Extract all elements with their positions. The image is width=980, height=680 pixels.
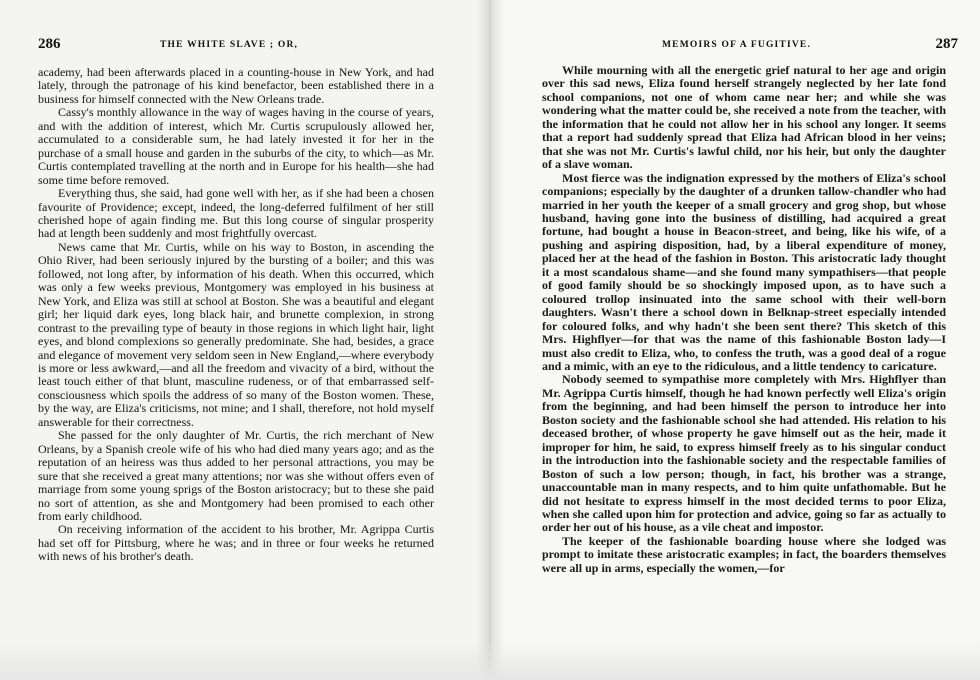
right-running-head <box>662 36 958 56</box>
left-page-text <box>38 66 434 564</box>
scan-bottom-shadow <box>0 640 980 680</box>
left-paragraph-2: Cassy's monthly allowance in the way of wages having in the course of years, and with the addition of interest, which Mr. Curtis scrupulously allowed her, accumulated to a considerable sum, he had lately invested it for her in the purchase of a small house and garden in the suburbs of the city, to which—as Mr. Curtis contemplated travelling at the north and in Europe for his health—she had some time before removed. <box>38 105 434 187</box>
left-paragraph-6: On receiving information of the accident to his brother, Mr. Agrippa Curtis had set off for Pittsburg, where he was; and in three or four weeks he returned with news of his brother's death. <box>38 522 434 564</box>
left-paragraph-4: News came that Mr. Curtis, while on his way to Boston, in ascending the Ohio River, had been seriously injured by the bursting of a boiler; and this was followed, not long after, by information of his death. When this occurred, which was only a few weeks previous, Montgomery was employed in his business at New York, and Eliza was still at school at Boston. She was a beautiful and elegant girl; her liquid dark eyes, long black hair, and brunette complexion, in strong contrast to the prevailing type of beauty in those regions in which light hair, light eyes, and blond complexions so generally predominate. She had, besides, a grace and elegance of movement very seldom seen in New England,—where everybody is more or less awkward,—and all the freedom and vivacity of a bird, without the least touch either of that blunt, masculine rudeness, or of that embarrassed self-consciousness which spoils the address of so many of the Boston women. These, by the way, are Eliza's criticisms, not mine; and I shall, therefore, not hold myself answerable for their correctness. <box>38 239 434 429</box>
left-paragraph-5: She passed for the only daughter of Mr. Curtis, the rich merchant of New Orleans, by a Spanish creole wife of his who had died many years ago; and as the reputation of an heiress was thus added to her personal attractions, you may be sure that she received a great many attentions; nor was she without offers even of marriage from some young sprigs of the Boston aristocracy; but to these she paid no sort of attention, as she and Montgomery had been promised to each other from early childhood. <box>38 428 434 523</box>
right-paragraph-3: Nobody seemed to sympathise more completely with Mrs. Highflyer than Mr. Agrippa Curtis himself, though he had known perfectly well Eliza's origin from the beginning, and had been himself the person to introduce her into Boston society and the fashionable school she had attended. His relation to his deceased brother, of whose property he gave himself out as the heir, made it improper for him, he said, to express himself freely as to his singular conduct in the introduction into the fashionable society and the respectable families of Boston of such a low person; though, in fact, his brother was a strange, unaccountable man in many respects, and to him quite unfathomable. But he did not hesitate to express himself in the most decided terms to poor Eliza, when she called upon him for protection and advice, going so far as actually to order her out of his house, as a vile cheat and impostor. <box>542 372 946 535</box>
left-running-head <box>38 36 430 56</box>
right-page-text <box>542 64 946 575</box>
right-page <box>490 0 980 680</box>
book-gutter <box>476 0 504 680</box>
right-paragraph-1: While mourning with all the energetic grief natural to her age and origin over this sad news, Eliza found herself strangely neglected by her late fond school companions, not one of whom came near her; and while she was wondering what the matter could be, she received a note from the teacher, with the information that he could not allow her in his school any longer. It seems that a report had suddenly spread that Eliza had African blood in her veins; that she was not Mr. Curtis's lawful child, nor his heir, but only the daughter of a slave woman. <box>542 63 946 172</box>
right-running-title: MEMOIRS OF A FUGITIVE. <box>662 40 812 50</box>
right-paragraph-4: The keeper of the fashionable boarding house where she lodged was prompt to imitate these aristocratic examples; in fact, the boarders themselves were all up in arms, especially the women,—for <box>542 533 946 575</box>
left-paragraph-1: academy, had been afterwards placed in a counting-house in New York, and had lately, through the patronage of his kind benefactor, been established there in a business for himself connected with the New Orleans trade. <box>38 65 434 106</box>
left-running-title: THE WHITE SLAVE ; OR, <box>160 40 299 50</box>
left-page-number: 286 <box>38 36 61 52</box>
right-paragraph-2: Most fierce was the indignation expressed by the mothers of Eliza's school companions; especially by the daughter of a drunken tallow-chandler who had married in her youth the keeper of a small grocery and grog shop, but whose husband, having gone into the business of distilling, had acquired a great fortune, had bought a house in Beacon-street, and being, like his wife, of a pushing and aspiring disposition, had, by a liberal expenditure of money, placed her at the head of the fashion in Boston. This aristocratic lady thought it a most scandalous shame—and she found many sympathisers—that people of good family should be so shockingly imposed upon, as to have such a coloured trollop insinuated into the same school with their well-born daughters. Wasn't there a school down in Belknap-street especially intended for coloured folks, and why hadn't she been sent there? This sketch of this Mrs. Highflyer—for that was the name of this fashionable Boston lady—I must also credit to Eliza, who, to confess the truth, was a good deal of a rogue and a mimic, with an eye to the ridiculous, and a little tendency to caricature. <box>542 170 946 373</box>
left-paragraph-3: Everything thus, she said, had gone well with her, as if she had been a chosen favourite of Providence; except, indeed, the long-deferred fulfilment of her still cherished hope of again finding me. But this long course of singular prosperity had at length been suddenly and most frightfully overcast. <box>38 186 434 241</box>
right-page-number: 287 <box>935 36 958 52</box>
